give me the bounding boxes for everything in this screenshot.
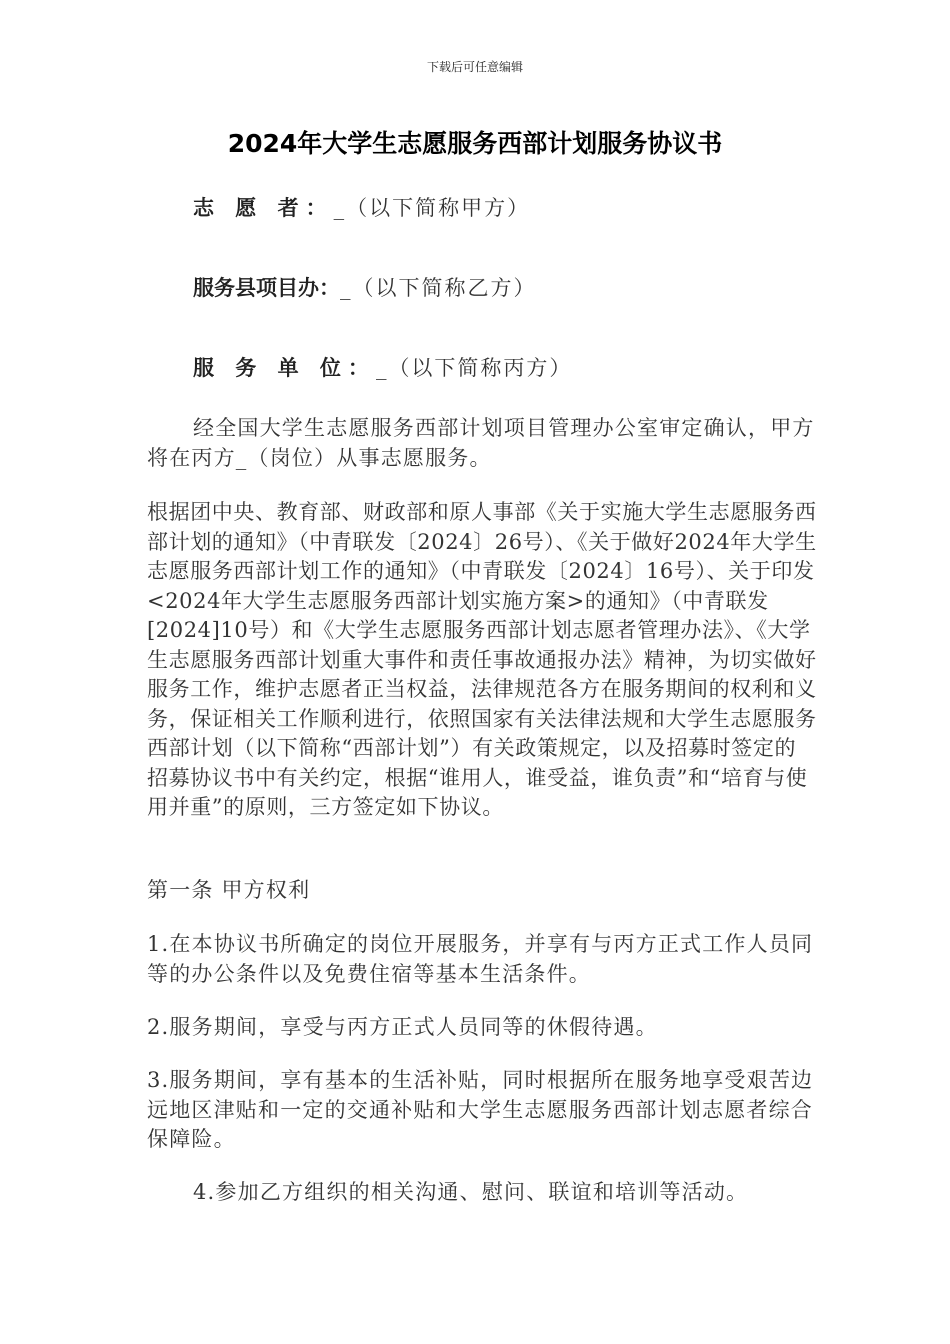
party-county-office-value: _（以下简称乙方） — [340, 276, 537, 300]
party-county-office-label: 服务县项目办： — [193, 276, 340, 300]
article-1-item-3: 3.服务期间，享有基本的生活补贴，同时根据所在服务地享受艰苦边远地区津贴和一定的交通补贴和大学生志愿服务西部计划志愿者综合保障险。 — [147, 1068, 814, 1151]
basis-paragraph: 根据团中央、教育部、财政部和原人事部《关于实施大学生志愿服务西部计划的通知》（中青联发〔2024〕26号）、《关于做好2024年大学生志愿服务西部计划工作的通知》（中青联发〔2024〕16号）、关于印发<2024年大学生志愿服务西部计划实施方案>的通知》（中青联发[2024]10号）和《大学生志愿服务西部计划志愿者管理办法》、《大学生志愿服务西部计划重大事件和责任事故通报办法》精神，为切实做好服务工作，维护志愿者正当权益，法律规范各方在服务期间的权利和义务，保证相关工作顺利进行，依照国家有关法律法规和大学生志愿服务西部计划（以下简称“西部计划”）有关政策规定，以及招募时签定的招募协议书中有关约定，根据“谁用人，谁受益，谁负责”和“培育与使用并重”的原则，三方签定如下协议。 — [147, 500, 817, 819]
intro-paragraph: 经全国大学生志愿服务西部计划项目管理办公室审定确认，甲方将在丙方_（岗位）从事志愿服务。 — [147, 416, 815, 470]
party-volunteer-value: _（以下简称甲方） — [333, 196, 531, 220]
header-note: 下载后可任意编辑 — [426, 60, 523, 74]
document-title: 2024年大学生志愿服务西部计划服务协议书 — [227, 129, 723, 158]
party-service-unit-value: _（以下简称丙方） — [375, 356, 573, 380]
article-1-heading: 第一条 甲方权利 — [147, 878, 311, 902]
article-1-item-4: 4.参加乙方组织的相关沟通、慰问、联谊和培训等活动。 — [193, 1180, 749, 1204]
party-service-unit-label: 服 务 单 位： — [193, 356, 376, 380]
party-volunteer — [193, 192, 530, 222]
party-county-office — [193, 272, 537, 302]
article-1-item-1: 1.在本协议书所确定的岗位开展服务，并享有与丙方正式工作人员同等的办公条件以及免费住宿等基本生活条件。 — [147, 932, 814, 986]
article-1-item-2: 2.服务期间，享受与丙方正式人员同等的休假待遇。 — [147, 1015, 658, 1039]
party-service-unit — [193, 352, 572, 382]
party-volunteer-label: 志 愿 者： — [193, 196, 334, 220]
